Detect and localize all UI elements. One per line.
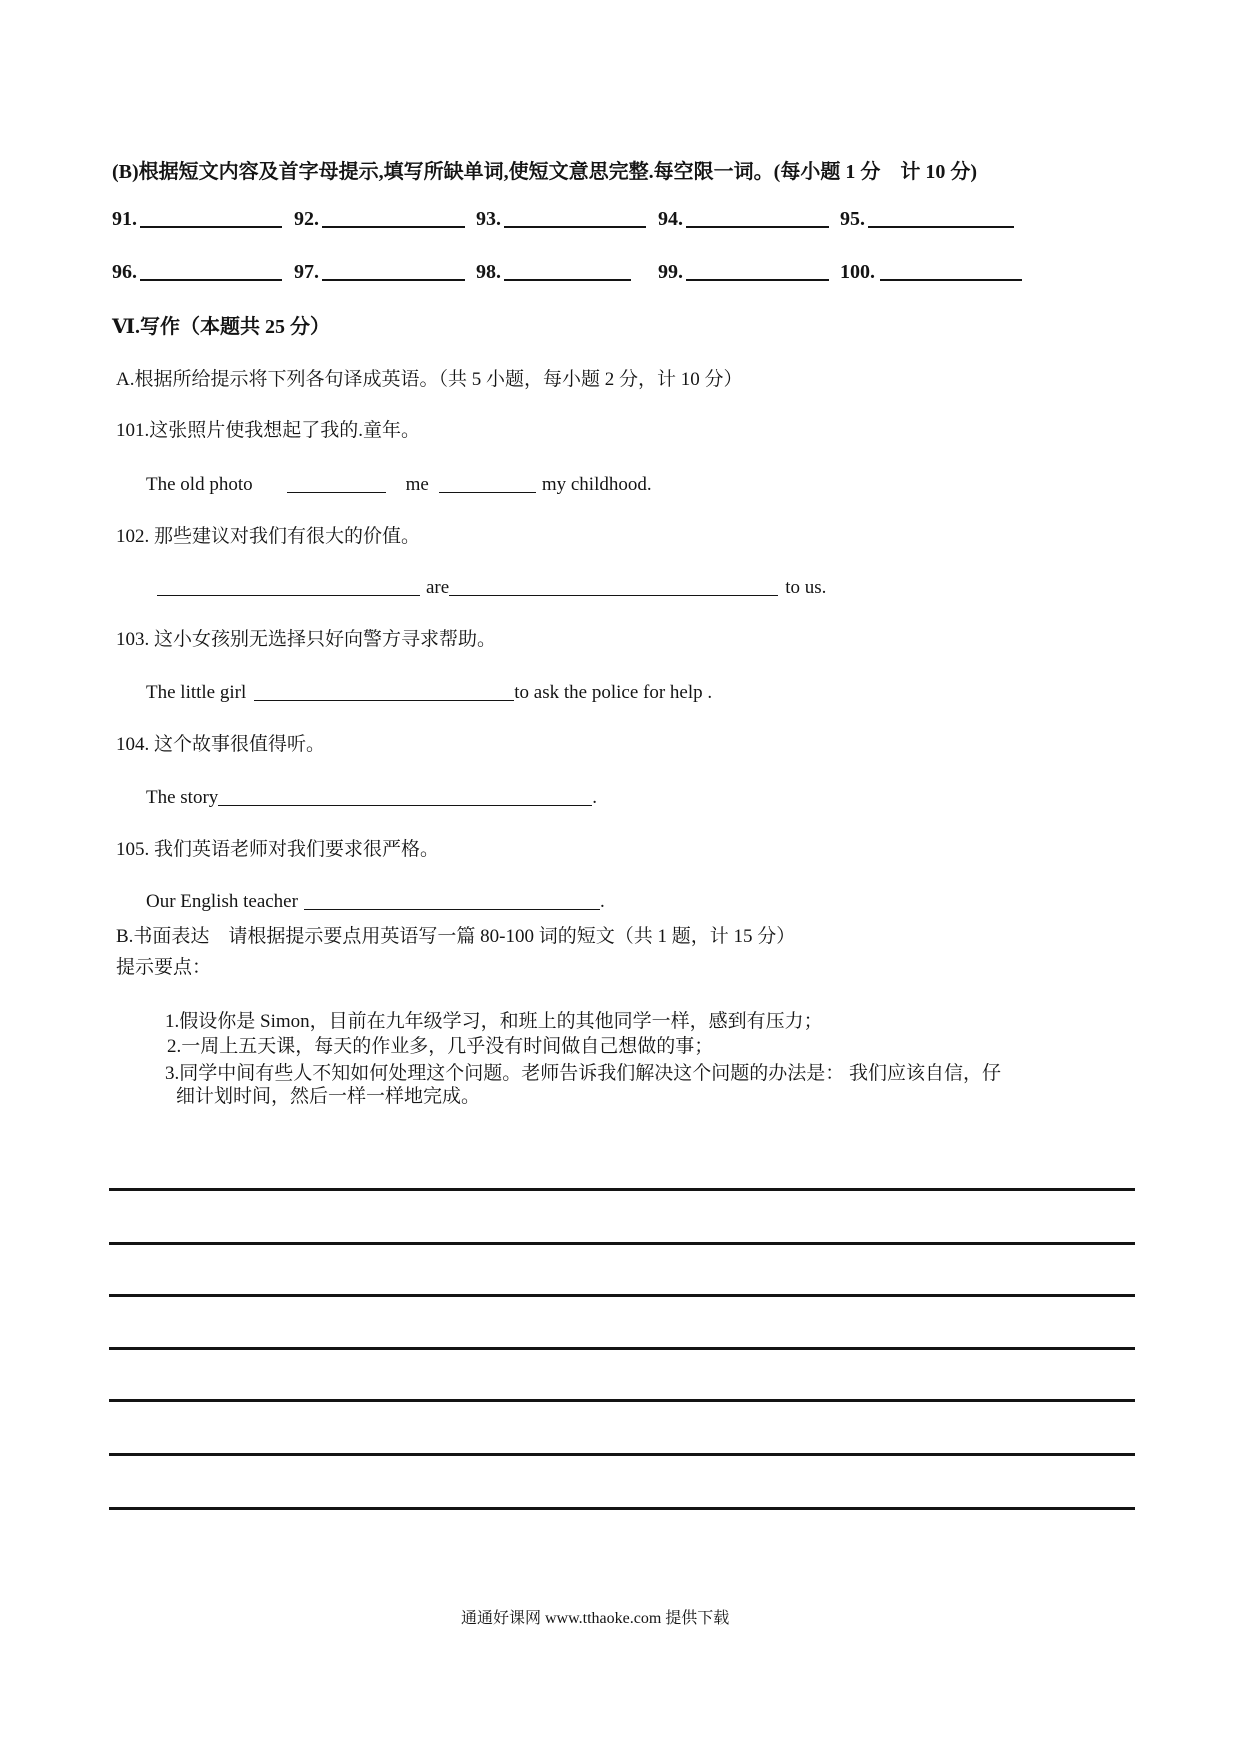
hint-item-3-line-2: 细计划时间，然后一样一样地完成。 <box>176 1086 481 1107</box>
cloze-item-99 <box>658 260 829 284</box>
answer-blank <box>157 577 420 596</box>
translation-prompt-102: 102. 那些建议对我们有很大的价值。 <box>116 526 421 547</box>
cloze-number: 93. <box>476 208 501 230</box>
cloze-number: 100. <box>840 261 875 283</box>
cloze-number: 92. <box>294 208 319 230</box>
translation-instruction: A.根据所给提示将下列各句译成英语。（共 5 小题，每小题 2 分，计 10 分） <box>116 369 743 390</box>
answer-text: The little girl <box>146 682 247 703</box>
translation-prompt-103: 103. 这小女孩别无选择只好向警方寻求帮助。 <box>116 629 497 650</box>
writing-line <box>109 1399 1135 1402</box>
cloze-item-100 <box>840 260 1022 284</box>
cloze-section-heading: (B)根据短文内容及首字母提示,填写所缺单词,使短文意思完整.每空限一词。(每小题 1 分 计 10 分) <box>112 161 977 183</box>
answer-text: to us. <box>785 577 827 598</box>
answer-blank <box>504 208 646 228</box>
writing-line <box>109 1453 1135 1456</box>
writing-section-heading: Ⅵ.写作（本题共 25 分） <box>112 316 330 338</box>
cloze-number: 91. <box>112 208 137 230</box>
answer-blank <box>686 208 829 228</box>
writing-line <box>109 1188 1135 1191</box>
translation-answer-103 <box>146 681 712 705</box>
cloze-item-95 <box>840 207 1014 231</box>
cloze-number: 99. <box>658 261 683 283</box>
answer-text: The story <box>146 787 219 808</box>
answer-blank <box>439 474 536 493</box>
translation-answer-102 <box>157 576 826 600</box>
hint-item-2: 2.一周上五天课，每天的作业多，几乎没有时间做自己想做的事； <box>167 1036 714 1057</box>
cloze-item-93 <box>476 207 646 231</box>
writing-line <box>109 1242 1135 1245</box>
composition-instruction: B.书面表达 请根据提示要点用英语写一篇 80-100 词的短文（共 1 题，计 15 分） <box>116 926 796 947</box>
answer-text: me <box>405 474 429 495</box>
answer-text: Our English teacher <box>146 891 298 912</box>
cloze-item-97 <box>294 260 465 284</box>
translation-answer-105 <box>146 890 605 914</box>
answer-blank <box>322 261 465 281</box>
translation-prompt-105: 105. 我们英语老师对我们要求很严格。 <box>116 839 440 860</box>
answer-text: The old photo <box>146 474 253 495</box>
translation-prompt-104: 104. 这个故事很值得听。 <box>116 734 326 755</box>
answer-blank <box>868 208 1014 228</box>
answer-blank <box>140 208 282 228</box>
page-footer: 通通好课网 www.tthaoke.com 提供下载 <box>461 1610 730 1627</box>
hint-item-3-line-1: 3.同学中间有些人不知如何处理这个问题。老师告诉我们解决这个问题的办法是： 我们应该自信，仔 <box>165 1063 1002 1084</box>
hint-label: 提示要点： <box>116 957 212 978</box>
answer-blank <box>880 261 1022 281</box>
translation-prompt-101: 101.这张照片使我想起了我的.童年。 <box>116 420 421 441</box>
translation-answer-104 <box>146 786 597 810</box>
answer-blank <box>287 474 386 493</box>
answer-blank <box>140 261 282 281</box>
answer-blank <box>322 208 465 228</box>
answer-blank <box>254 682 514 701</box>
translation-answer-101 <box>146 473 652 497</box>
hint-item-1: 1.假设你是 Simon，目前在九年级学习，和班上的其他同学一样，感到有压力； <box>165 1011 823 1032</box>
cloze-item-98 <box>476 260 631 284</box>
answer-text: my childhood. <box>541 474 652 495</box>
writing-line <box>109 1507 1135 1510</box>
answer-text: . <box>599 891 605 912</box>
cloze-item-94 <box>658 207 829 231</box>
cloze-item-91 <box>112 207 282 231</box>
cloze-number: 95. <box>840 208 865 230</box>
answer-text: . <box>592 787 598 808</box>
cloze-number: 97. <box>294 261 319 283</box>
cloze-number: 98. <box>476 261 501 283</box>
answer-blank <box>504 261 631 281</box>
writing-line <box>109 1294 1135 1297</box>
answer-blank <box>304 891 600 910</box>
answer-blank <box>449 577 778 596</box>
cloze-number: 94. <box>658 208 683 230</box>
answer-text: to ask the police for help . <box>514 682 713 703</box>
cloze-item-96 <box>112 260 282 284</box>
answer-blank <box>686 261 829 281</box>
answer-blank <box>218 787 592 806</box>
cloze-item-92 <box>294 207 465 231</box>
answer-text: are <box>426 577 450 598</box>
cloze-number: 96. <box>112 261 137 283</box>
writing-line <box>109 1347 1135 1350</box>
